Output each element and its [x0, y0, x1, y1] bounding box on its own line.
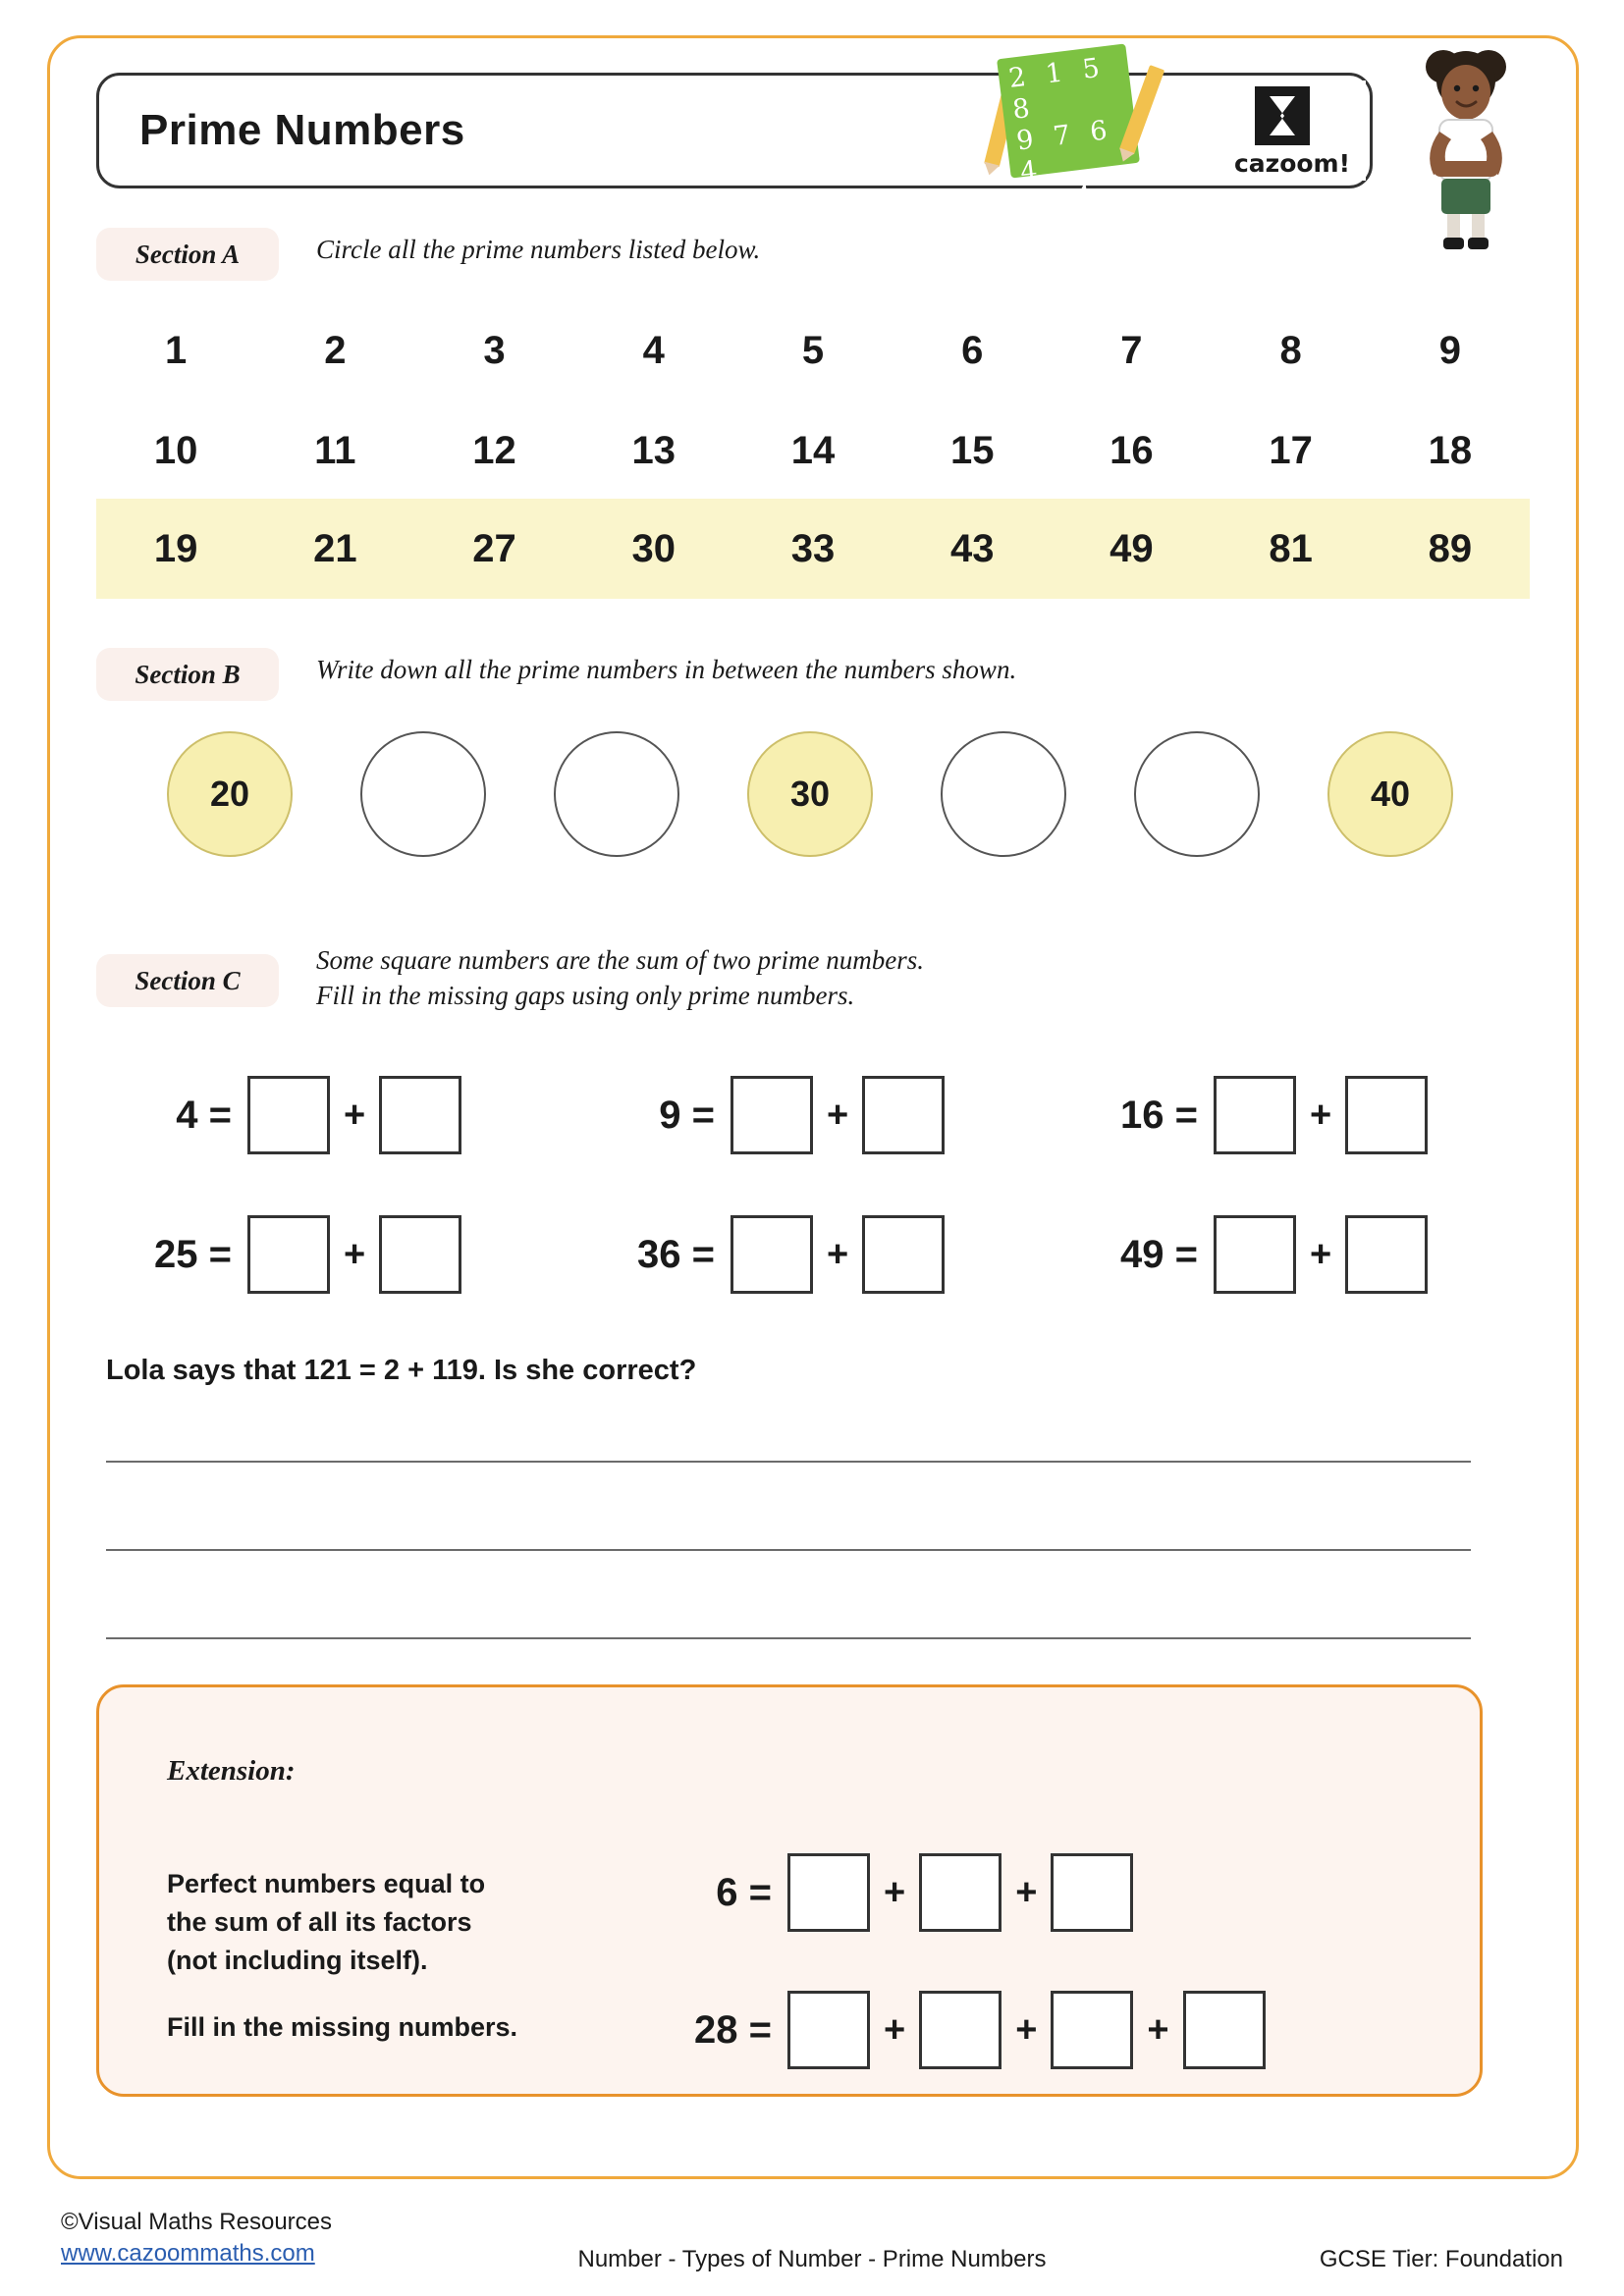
number-cell[interactable]: 5 [801, 328, 825, 372]
footer-topic: Number - Types of Number - Prime Numbers [577, 2246, 1047, 2272]
answer-box[interactable] [247, 1215, 330, 1294]
number-cell[interactable]: 2 [324, 328, 347, 372]
answer-box[interactable] [1214, 1076, 1296, 1154]
hourglass-icon [1255, 86, 1310, 145]
number-cell[interactable]: 30 [631, 526, 677, 570]
number-cell[interactable]: 10 [153, 428, 198, 472]
answer-box[interactable] [731, 1076, 813, 1154]
plus-sign: + [827, 1233, 849, 1275]
number-cell[interactable]: 81 [1269, 526, 1313, 570]
answer-box[interactable] [1051, 1991, 1133, 2069]
circle-answer-blank[interactable] [360, 731, 486, 857]
copyright-text: ©Visual Maths Resources [61, 2209, 333, 2235]
section-c-instruction-line2: Fill in the missing gaps using only prime numbers. [316, 981, 855, 1010]
answer-box[interactable] [379, 1215, 461, 1294]
answer-box[interactable] [919, 1853, 1001, 1932]
section-c-instruction-line1: Some square numbers are the sum of two prime numbers. [316, 945, 924, 975]
circle-answer-blank[interactable] [1134, 731, 1260, 857]
circle-value[interactable]: 30 [747, 731, 873, 857]
equation-lhs: 16 = [1120, 1093, 1198, 1137]
equation-lhs: 36 = [637, 1232, 715, 1276]
equation [116, 1209, 461, 1300]
equation [1082, 1070, 1428, 1160]
plus-sign: + [884, 2008, 906, 2051]
number-row [96, 400, 1530, 501]
number-cell[interactable]: 9 [1438, 328, 1461, 372]
plus-sign: + [344, 1233, 366, 1275]
plus-sign: + [1310, 1094, 1332, 1136]
equation-lhs: 28 = [694, 2007, 772, 2052]
prime-circles-row [167, 728, 1453, 860]
number-cell[interactable]: 12 [472, 428, 516, 472]
number-cell[interactable]: 18 [1428, 428, 1473, 472]
section-b-instruction: Write down all the prime numbers in between the numbers shown. [316, 655, 1017, 684]
number-cell[interactable]: 4 [642, 328, 665, 372]
number-cell[interactable]: 89 [1428, 526, 1473, 570]
number-cell[interactable]: 49 [1110, 526, 1154, 570]
extension-text-line4: Fill in the missing numbers. [167, 2012, 518, 2042]
equation-lhs: 9 = [659, 1093, 715, 1137]
plus-sign: + [1147, 2008, 1169, 2051]
answer-box[interactable] [247, 1076, 330, 1154]
number-cell[interactable]: 21 [313, 526, 357, 570]
student-illustration-icon [1404, 37, 1522, 253]
circle-value[interactable]: 20 [167, 731, 293, 857]
number-cell[interactable]: 8 [1279, 328, 1302, 372]
plus-sign: + [1015, 2008, 1038, 2051]
number-cell[interactable]: 15 [949, 428, 995, 472]
number-cell[interactable]: 16 [1110, 428, 1154, 472]
number-cell[interactable]: 11 [314, 428, 356, 472]
page-title: Prime Numbers [139, 106, 465, 154]
answer-box[interactable] [1345, 1215, 1428, 1294]
answer-box[interactable] [862, 1215, 945, 1294]
number-cell[interactable]: 27 [472, 526, 516, 570]
equation [1082, 1209, 1428, 1300]
answer-box[interactable] [379, 1076, 461, 1154]
note-digits: 2 1 5 8 9 7 6 4 0 4 3 [1006, 52, 1115, 250]
section-a-label: Section A [96, 228, 279, 281]
section-c-label: Section C [96, 954, 279, 1007]
equation [599, 1070, 945, 1160]
logo-wordmark: cazoom! [1233, 149, 1351, 178]
answer-box[interactable] [731, 1215, 813, 1294]
answer-line[interactable] [106, 1461, 1471, 1463]
answer-box[interactable] [787, 1853, 870, 1932]
section-a-instruction: Circle all the prime numbers listed below. [316, 235, 761, 264]
answer-line[interactable] [106, 1549, 1471, 1551]
circle-answer-blank[interactable] [554, 731, 679, 857]
answer-box[interactable] [787, 1991, 870, 2069]
answer-box[interactable] [919, 1991, 1001, 2069]
number-row [96, 300, 1530, 400]
extension-label: Extension: [167, 1755, 296, 1787]
extension-equation [687, 1847, 1133, 1938]
plus-sign: + [344, 1094, 366, 1136]
extension-text-line1: Perfect numbers equal to [167, 1869, 486, 1898]
equation-lhs: 6 = [716, 1870, 772, 1914]
equation-lhs: 4 = [176, 1093, 232, 1137]
number-cell[interactable]: 1 [164, 328, 188, 372]
circle-answer-blank[interactable] [941, 731, 1066, 857]
footer-tier: GCSE Tier: Foundation [1319, 2246, 1563, 2272]
extension-text-line2: the sum of all its factors [167, 1907, 472, 1937]
equation [599, 1209, 945, 1300]
extension-equation [687, 1985, 1266, 2075]
plus-sign: + [1015, 1871, 1038, 1913]
lola-question: Lola says that 121 = 2 + 119. Is she correct? [106, 1355, 697, 1386]
equation-lhs: 25 = [154, 1232, 232, 1276]
equation-lhs: 49 = [1120, 1232, 1198, 1276]
answer-box[interactable] [1051, 1853, 1133, 1932]
number-cell[interactable]: 33 [790, 526, 836, 570]
number-cell[interactable]: 6 [961, 328, 984, 372]
answer-box[interactable] [1345, 1076, 1428, 1154]
circle-value[interactable]: 40 [1327, 731, 1453, 857]
equation [116, 1070, 461, 1160]
section-b-label: Section B [96, 648, 279, 701]
answer-box[interactable] [862, 1076, 945, 1154]
number-cell[interactable]: 19 [153, 526, 198, 570]
number-cell[interactable]: 17 [1269, 428, 1313, 472]
number-cell[interactable]: 3 [483, 328, 506, 372]
answer-line[interactable] [106, 1637, 1471, 1639]
number-cell[interactable]: 13 [631, 428, 677, 472]
website-link[interactable]: www.cazoommaths.com [61, 2240, 315, 2267]
number-row-highlighted [96, 499, 1530, 599]
plus-sign: + [1310, 1233, 1332, 1275]
number-cell[interactable]: 14 [790, 428, 836, 472]
number-cell[interactable]: 43 [949, 526, 995, 570]
plus-sign: + [884, 1871, 906, 1913]
number-cell[interactable]: 7 [1120, 328, 1143, 372]
plus-sign: + [827, 1094, 849, 1136]
answer-box[interactable] [1183, 1991, 1266, 2069]
extension-text-line3: (not including itself). [167, 1946, 428, 1975]
answer-box[interactable] [1214, 1215, 1296, 1294]
